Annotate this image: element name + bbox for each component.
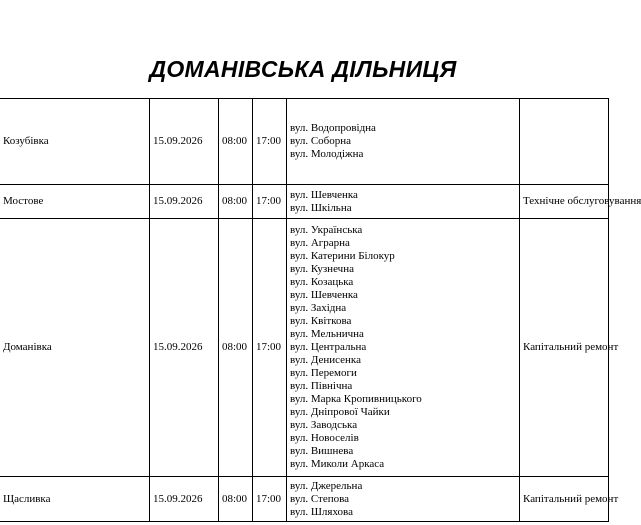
- start-time-cell: 08:00: [219, 185, 253, 219]
- streets-cell: [287, 185, 520, 219]
- street-item: вул. Українська: [290, 224, 363, 236]
- street-item: вул. Шкільна: [290, 201, 352, 214]
- end-time-cell: 17:00: [253, 477, 287, 522]
- schedule-table: [0, 98, 641, 522]
- street-item: вул. Аграрна: [290, 237, 350, 249]
- date-cell: 15.09.2026: [150, 99, 219, 185]
- start-time-cell: 08:00: [219, 99, 253, 185]
- start-time-cell: 08:00: [219, 477, 253, 522]
- street-item: вул. Козацька: [290, 276, 354, 288]
- street-item: вул. Квіткова: [290, 315, 352, 327]
- street-item: вул. Шевченка: [290, 289, 358, 301]
- date-cell: 15.09.2026: [150, 477, 219, 522]
- end-time-cell: 17:00: [253, 219, 287, 477]
- village-cell: Мостове: [0, 185, 150, 219]
- note-cell: Технічне обслуговування: [520, 185, 609, 219]
- street-item: вул. Степова: [290, 492, 350, 505]
- village-cell: Доманівка: [0, 219, 150, 477]
- street-item: вул. Вишнева: [290, 445, 354, 457]
- end-time-cell: 17:00: [253, 185, 287, 219]
- street-item: вул. Північна: [290, 380, 353, 392]
- village-cell: Козубівка: [0, 99, 150, 185]
- street-item: вул. Миколи Аркаса: [290, 458, 385, 470]
- street-item: вул. Катерини Білокур: [290, 250, 395, 262]
- note-cell: [520, 99, 609, 185]
- start-time-cell: 08:00: [219, 219, 253, 477]
- streets-cell: [287, 99, 520, 185]
- page-title: ДОМАНІВСЬКА ДІЛЬНИЦЯ: [149, 56, 457, 82]
- street-item: вул. Водопровідна: [290, 122, 376, 134]
- street-item: вул. Шевченка: [290, 188, 358, 201]
- date-cell: 15.09.2026: [150, 219, 219, 477]
- date-cell: 15.09.2026: [150, 185, 219, 219]
- table-row: [0, 477, 609, 522]
- street-item: вул. Заводська: [290, 419, 358, 431]
- street-item: вул. Центральна: [290, 341, 367, 353]
- street-item: вул. Західна: [290, 302, 347, 314]
- streets-cell: [287, 219, 520, 477]
- street-item: вул. Новоселів: [290, 432, 359, 444]
- street-item: вул. Шляхова: [290, 505, 353, 518]
- street-item: вул. Перемоги: [290, 367, 357, 379]
- street-item: вул. Дніпрової Чайки: [290, 406, 390, 418]
- table-row: [0, 219, 609, 477]
- note-cell: Капітальний ремонт: [520, 477, 609, 522]
- street-item: вул. Марка Кропивницького: [290, 393, 422, 405]
- street-item: вул. Джерельна: [290, 479, 363, 492]
- street-item: вул. Молодіжна: [290, 148, 364, 160]
- end-time-cell: 17:00: [253, 99, 287, 185]
- street-item: вул. Соборна: [290, 135, 352, 147]
- village-cell: Щасливка: [0, 477, 150, 522]
- street-item: вул. Кузнечна: [290, 263, 354, 275]
- table-row: [0, 99, 609, 185]
- note-cell: Капітальний ремонт: [520, 219, 609, 477]
- street-item: вул. Денисенка: [290, 354, 361, 366]
- table-row: [0, 185, 609, 219]
- street-item: вул. Мельнична: [290, 328, 364, 340]
- streets-cell: [287, 477, 520, 522]
